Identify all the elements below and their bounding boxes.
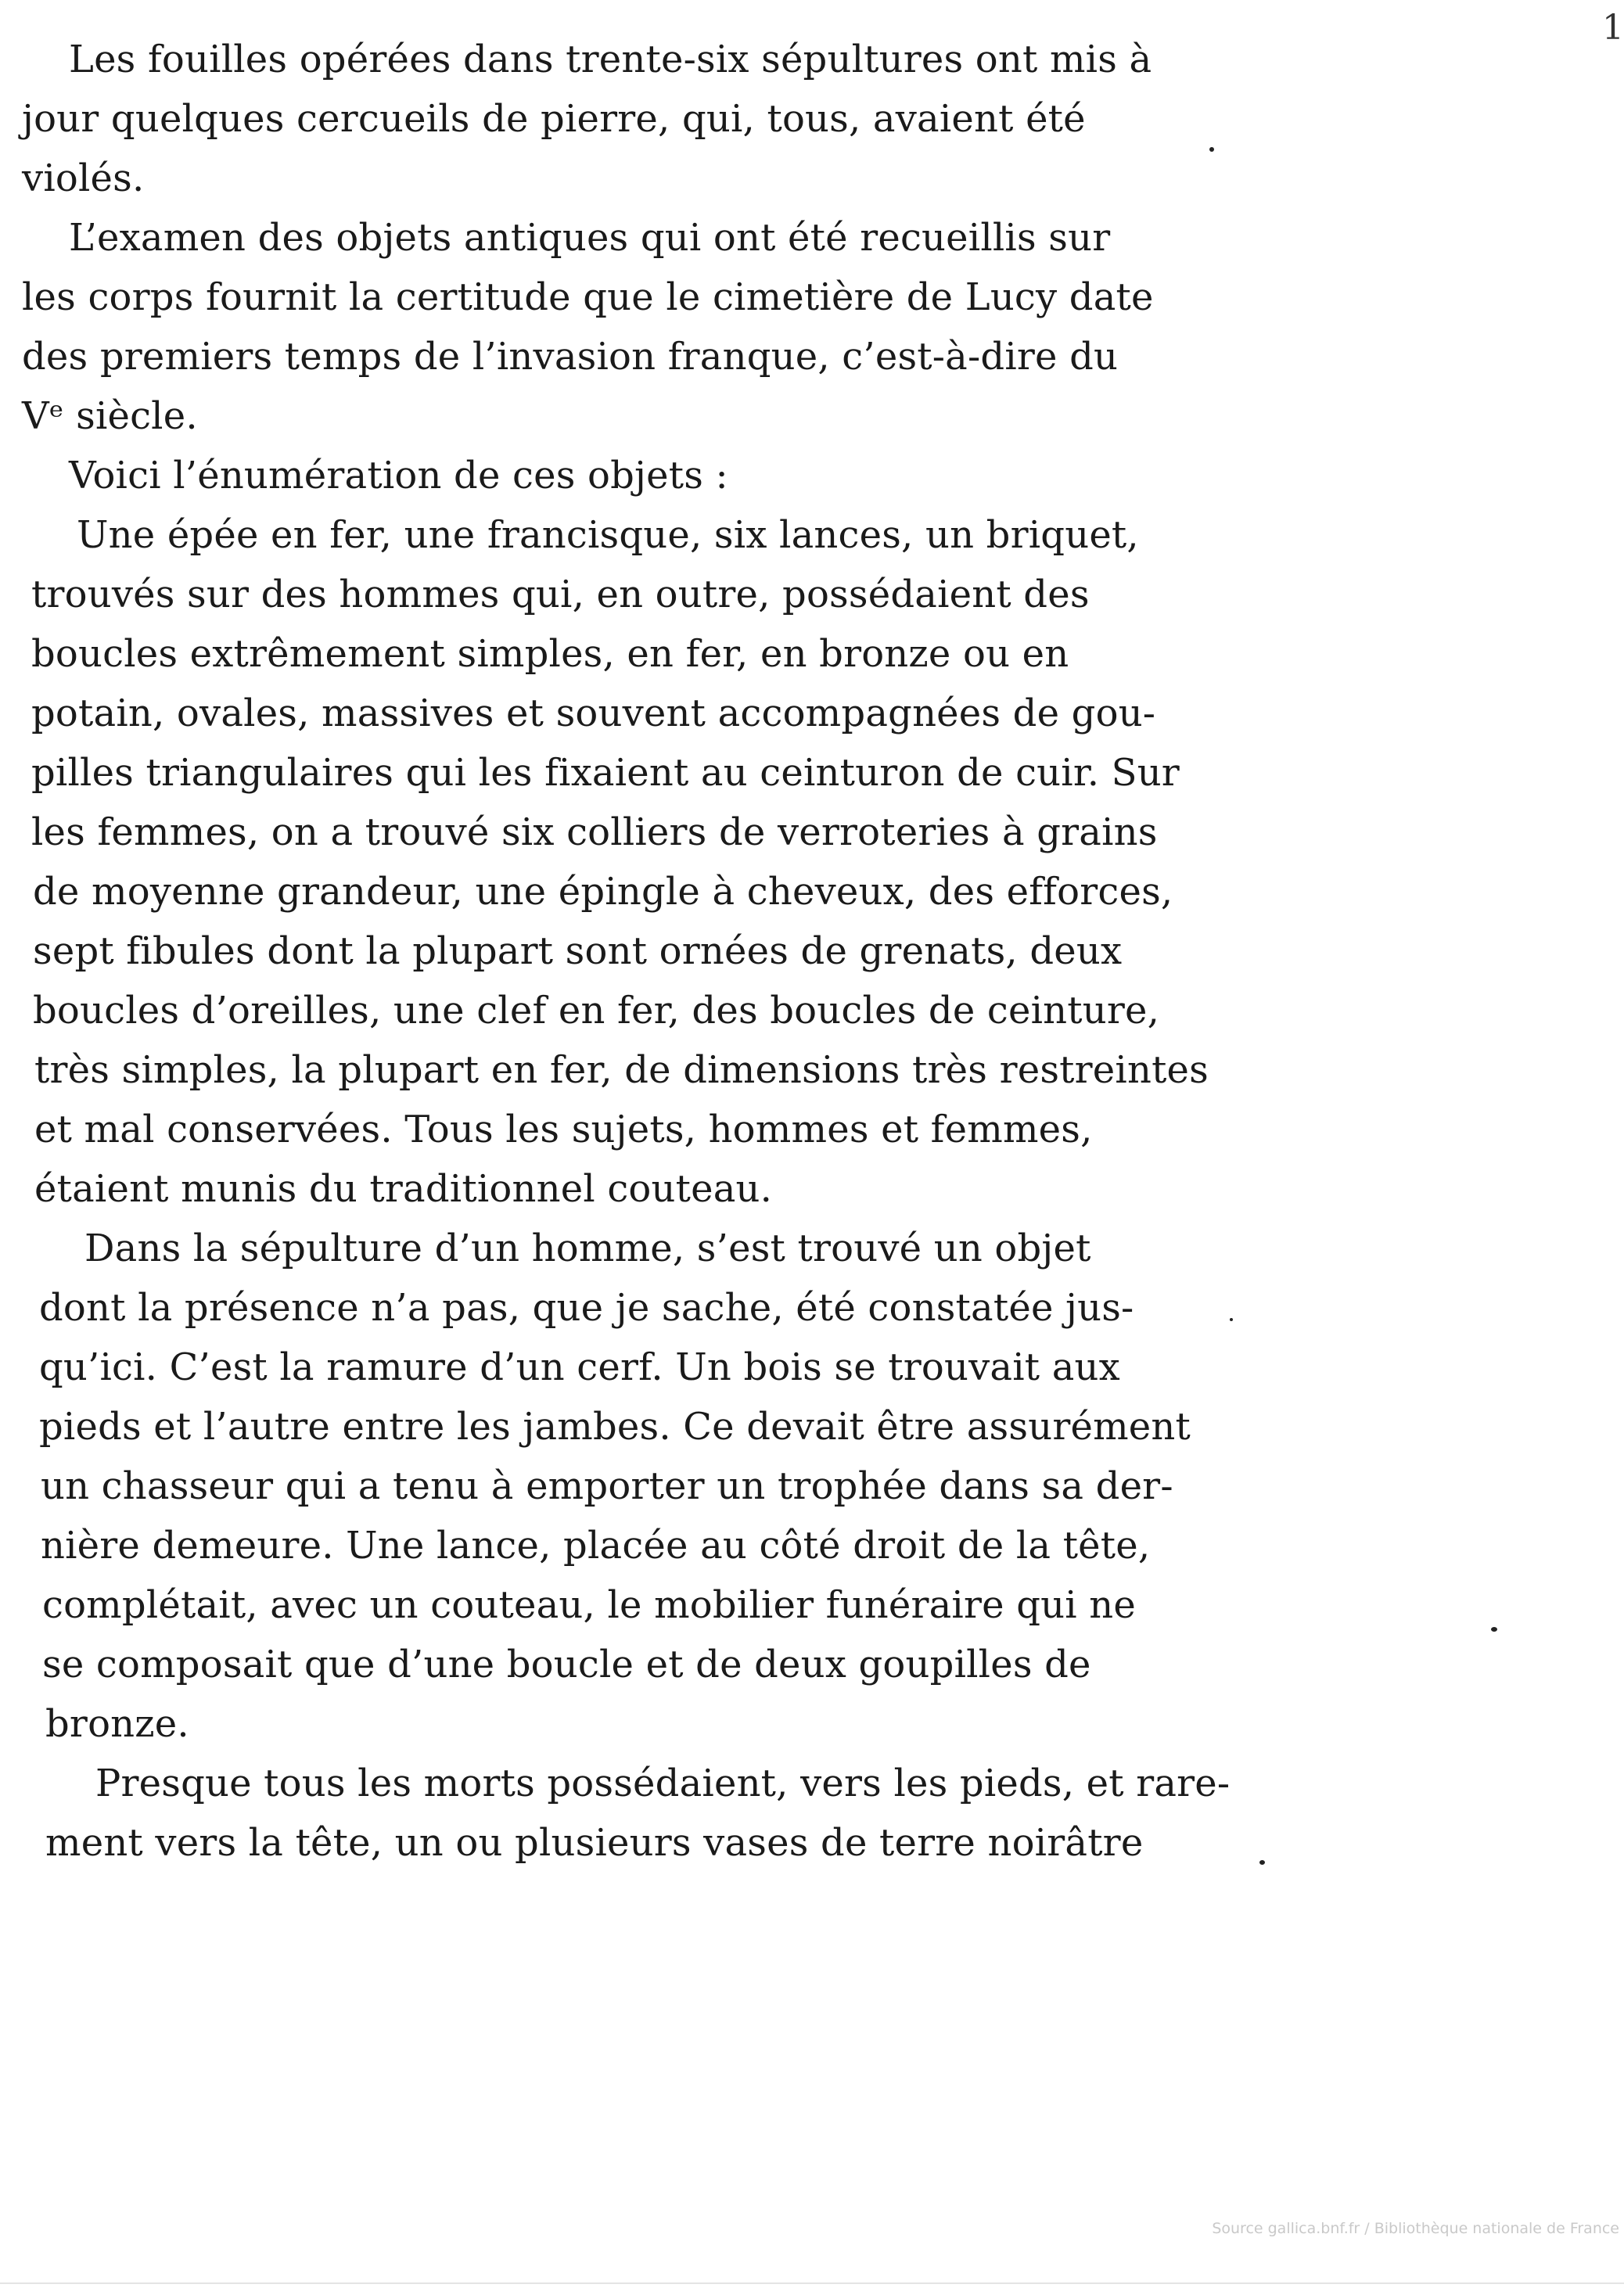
text-line: ment vers la tête, un ou plusieurs vases de terre noirâtre bbox=[45, 1821, 1144, 1865]
text-line: complétait, avec un couteau, le mobilier funéraire qui ne bbox=[42, 1583, 1136, 1627]
text-line: un chasseur qui a tenu à emporter un trophée dans sa der- bbox=[41, 1464, 1173, 1508]
text-line: les corps fournit la certitude que le cimetière de Lucy date bbox=[22, 275, 1154, 319]
text-line: nière demeure. Une lance, placée au côté droit de la tête, bbox=[41, 1524, 1151, 1568]
text-line: les femmes, on a trouvé six colliers de verroteries à grains bbox=[31, 810, 1158, 854]
scan-speck bbox=[1491, 1627, 1497, 1632]
text-line: bronze. bbox=[45, 1702, 189, 1746]
text-line: potain, ovales, massives et souvent accompagnées de gou- bbox=[31, 691, 1156, 735]
text-line: se composait que d’une boucle et de deux goupilles de bbox=[42, 1643, 1091, 1686]
text-line: Les fouilles opérées dans trente-six sépultures ont mis à bbox=[69, 38, 1152, 81]
text-line: boucles d’oreilles, une clef en fer, des boucles de ceinture, bbox=[33, 989, 1160, 1033]
text-line: pilles triangulaires qui les fixaient au ceinturon de cuir. Sur bbox=[31, 751, 1180, 795]
text-line: des premiers temps de l’invasion franque, c’est-à-dire du bbox=[22, 335, 1119, 379]
text-line: Presque tous les morts possédaient, vers les pieds, et rare- bbox=[95, 1762, 1231, 1805]
scan-speck bbox=[1209, 147, 1214, 152]
text-line: Dans la sépulture d’un homme, s’est trouvé un objet bbox=[84, 1227, 1091, 1270]
text-line: étaient munis du traditionnel couteau. bbox=[34, 1167, 773, 1211]
text-line: violés. bbox=[22, 156, 145, 200]
text-line: trouvés sur des hommes qui, en outre, possédaient des bbox=[31, 573, 1090, 616]
text-line: sept fibules dont la plupart sont ornées de grenats, deux bbox=[33, 929, 1123, 973]
scan-speck bbox=[1230, 1318, 1233, 1321]
text-line: Vᵉ siècle. bbox=[22, 394, 198, 438]
text-line: L’examen des objets antiques qui ont été recueillis sur bbox=[69, 216, 1111, 260]
text-line: jour quelques cercueils de pierre, qui, tous, avaient été bbox=[22, 97, 1086, 141]
text-line: Une épée en fer, une francisque, six lances, un briquet, bbox=[77, 513, 1139, 557]
text-line: pieds et l’autre entre les jambes. Ce devait être assurément bbox=[39, 1405, 1191, 1449]
page-number: 1 bbox=[1602, 8, 1624, 48]
text-line: boucles extrêmement simples, en fer, en bronze ou en bbox=[31, 632, 1069, 676]
text-line: de moyenne grandeur, une épingle à cheveux, des efforces, bbox=[33, 870, 1173, 914]
text-line: et mal conservées. Tous les sujets, hommes et femmes, bbox=[34, 1108, 1093, 1151]
text-line: qu’ici. C’est la ramure d’un cerf. Un bois se trouvait aux bbox=[39, 1345, 1120, 1389]
source-credit: Source gallica.bnf.fr / Bibliothèque nationale de France bbox=[1212, 2220, 1619, 2237]
text-line: Voici l’énumération de ces objets : bbox=[69, 454, 728, 497]
bottom-rule bbox=[0, 2282, 1624, 2284]
scan-speck bbox=[1259, 1860, 1265, 1865]
text-line: très simples, la plupart en fer, de dimensions très restreintes bbox=[34, 1048, 1209, 1092]
text-line: dont la présence n’a pas, que je sache, été constatée jus- bbox=[39, 1286, 1134, 1330]
